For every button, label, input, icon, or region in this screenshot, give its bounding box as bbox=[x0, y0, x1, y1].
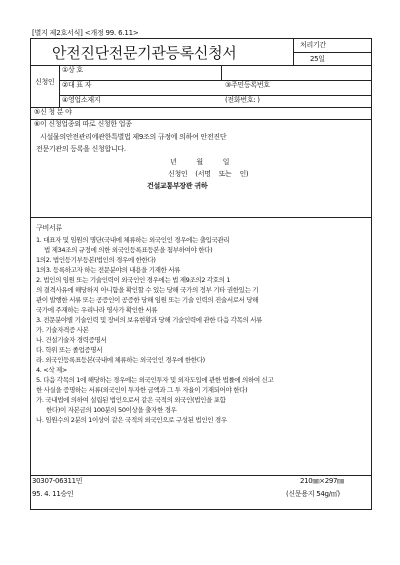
list-item: 나. 건설기술자 경력증명서 bbox=[36, 336, 107, 344]
field-divider bbox=[221, 65, 222, 80]
list-item: 1. 대표자 및 임원의 명단(국내에 체류하는 외국인인 경우에는 출입국관리 bbox=[36, 236, 230, 244]
form-number: [별지 제2호서식] <개정 99. 6.11> bbox=[32, 29, 139, 37]
list-item: 1의3. 등록하고자 하는 전문분야의 내용을 기재한 서류 bbox=[36, 266, 181, 274]
list-item: 다. 학위 또는 졸업증명서 bbox=[36, 346, 103, 354]
paper-size: 210㎜×297㎜ bbox=[300, 477, 344, 485]
representative-field[interactable]: ②대 표 자 bbox=[62, 81, 92, 89]
list-item: 한 사실을 증명하는 서류(외국인이 투자한 금액과 그 투 자율이 기재되어야 한다) bbox=[36, 386, 248, 394]
applicant-divider bbox=[59, 65, 60, 107]
list-item: 4. <삭 제> bbox=[36, 366, 67, 374]
statement-line-2: 전문기관의 등록을 신청합니다. bbox=[36, 145, 126, 153]
row-rule bbox=[31, 107, 371, 108]
applicant-label: 신청인 bbox=[35, 78, 55, 86]
list-item: 2. 법인의 임원 또는 기술인력이 외국인인 경우에는 법 제9조의2 각호의 1 bbox=[36, 276, 231, 284]
other-application-field[interactable]: ⑥이 신청업종외 따로 신청한 업종 bbox=[34, 120, 132, 128]
list-item: 1의2. 법인등기부등본(법인의 경우에 한한다) bbox=[36, 256, 156, 264]
list-item: 관이 발행한 서류 또는 공증인이 공증한 당해 임원 또는 기술 인력의 진술서로서 당해 bbox=[36, 296, 259, 304]
documents-heading: 구비서류 bbox=[36, 224, 62, 232]
paper-type: (신문용지 54g/㎡) bbox=[286, 490, 340, 498]
resident-number-field[interactable]: ③주민등록번호 bbox=[225, 81, 270, 89]
list-item: 5. 다음 각목의 1에 해당하는 경우에는 외국인투자 및 외자도입에 관한 법률에 의하여 신고 bbox=[36, 376, 274, 384]
addressee: 건설교통부장관 귀하 bbox=[147, 182, 208, 190]
section-rule bbox=[31, 217, 371, 218]
phone-field[interactable]: (전화번호: ) bbox=[225, 96, 260, 104]
approval-date: 95. 4. 11승인 bbox=[32, 490, 74, 498]
form-title: 안전진단전문기관등록신청서 bbox=[52, 44, 237, 62]
list-item: 나. 임원수의 2분의 1이상이 같은 국적의 외국인으로 구성된 법인인 경우 bbox=[36, 416, 227, 424]
application-field[interactable]: ⑤신 청 분 야 bbox=[34, 108, 72, 116]
documents-list bbox=[36, 236, 368, 426]
list-item: 의 결격사유에 해당하지 아니함을 확인할 수 있는 당해 국가의 정부 기타 권한있는 기 bbox=[36, 286, 259, 294]
processing-rule bbox=[293, 52, 371, 53]
list-item: 가. 국내법에 의하여 설립된 법인으로서 같은 국적의 외국인(법인을 포함 bbox=[36, 396, 226, 404]
business-name-field[interactable]: ①상 호 bbox=[62, 66, 83, 74]
date-line: 년 월 일 bbox=[170, 158, 230, 166]
list-item: 가. 기술자격증 사본 bbox=[36, 326, 89, 334]
statement-line-1: 시설물의안전관리에관한특별법 제9조의 규정에 의하여 안전진단 bbox=[40, 133, 227, 141]
list-item: 법 제34조의 규정에 의한 외국인등록표등본을 첨부하여야 한다) bbox=[44, 246, 213, 254]
processing-period-value: 25일 bbox=[310, 55, 325, 63]
form-code: 30307-06311민 bbox=[32, 477, 83, 485]
row-rule bbox=[59, 95, 371, 96]
signature-line: 신청인 (서명 또는 인) bbox=[168, 170, 249, 178]
row-rule bbox=[59, 80, 371, 81]
list-item: 국가에 주재하는 우리나라 영사가 확인한 서류 bbox=[36, 306, 158, 314]
list-item: 라. 외국인등록표등본(국내에 체류하는 외국인인 경우에 한한다) bbox=[36, 356, 205, 364]
processing-period-label: 처리기간 bbox=[300, 41, 326, 49]
list-item: 한다)이 자본금의 100분의 50이상을 출자한 경우 bbox=[46, 406, 177, 414]
list-item: 3. 전문분야별 기술인력 및 장비의 보유현황과 당해 기술인력에 관한 다음 각목의 서류 bbox=[36, 316, 262, 324]
business-address-field[interactable]: ④영업소재지 bbox=[62, 96, 101, 104]
